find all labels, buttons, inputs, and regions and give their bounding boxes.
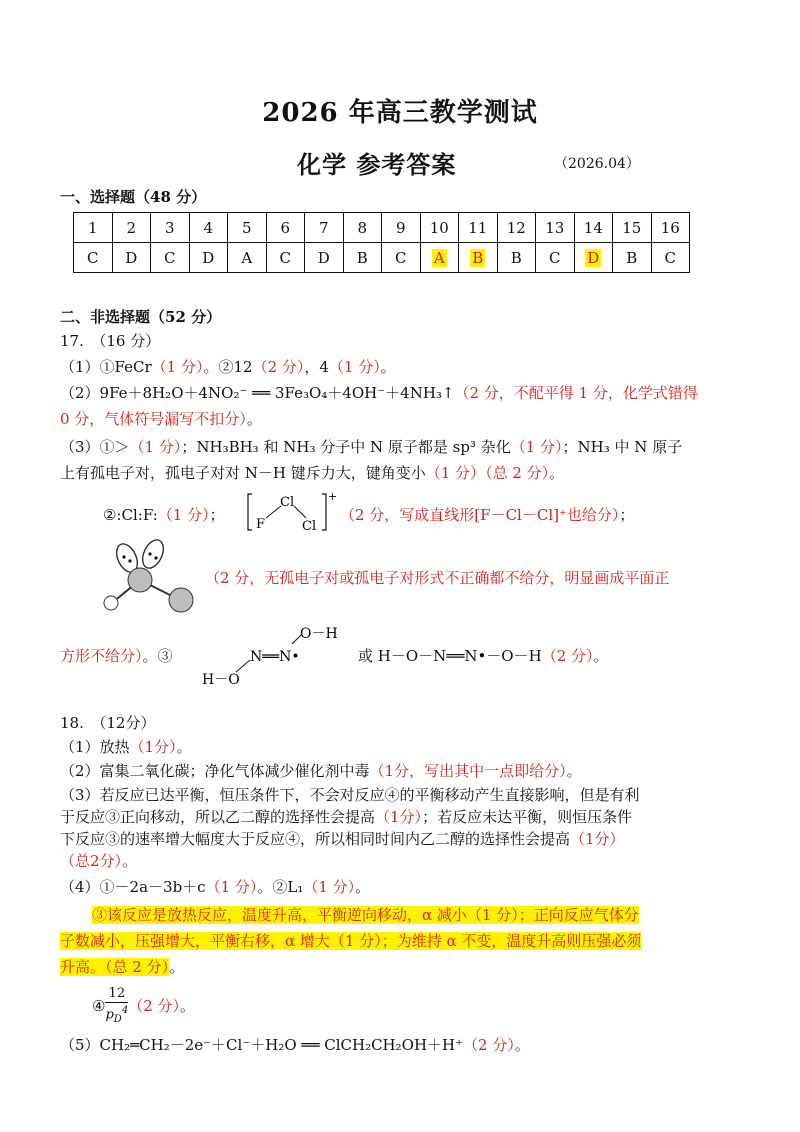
page-title: 2026 年高三教学测试	[262, 98, 538, 128]
answer-cell	[459, 243, 498, 273]
q18-p44-score: （2 分）	[128, 996, 180, 1015]
q18-p43-l3: 升高。（总 2 分）	[60, 958, 170, 976]
page-subtitle: 化学 参考答案	[297, 150, 457, 179]
fraction-numerator: 12	[105, 986, 128, 1003]
question-number-cell: 11	[459, 213, 498, 243]
answer-cell	[189, 243, 228, 273]
q18-p1-score: （1分）	[129, 738, 177, 756]
answer-letter: D	[125, 248, 138, 267]
q18-p3-l2-score: （1分）	[375, 808, 423, 826]
q18-p44-end: 。	[180, 996, 196, 1015]
q18-part4-3-line3	[60, 956, 184, 978]
ion-charge: +	[328, 490, 338, 503]
q18-part4	[60, 876, 370, 898]
q18-p2-text: （2）富集二氧化碳；净化气体减少催化剂中毒	[60, 762, 370, 780]
q17-p33-score: （2 分）	[541, 647, 594, 665]
q18-p1-end: 。	[176, 738, 192, 756]
question-number-cell: 5	[228, 213, 267, 243]
q18-p3-l3a: 下反应③的速率增大幅度大于反应④，所以相同时间内乙二醇的选择性会提高	[60, 830, 571, 848]
q18-p1-text: （1）放热	[60, 738, 130, 756]
small-atom-ball	[104, 596, 118, 610]
q17-p3-text4: 上有孤电子对，孤电子对对 N－H 键斥力大，键角变小	[60, 464, 426, 482]
q18-p4-text2: 。②L₁	[257, 878, 304, 896]
q18-p5-equation: （5）CH₂═CH₂－2e⁻＋Cl⁻＋H₂O ══ ClCH₂CH₂OH＋H⁺	[60, 1036, 464, 1054]
q18-p43-l1: ③该反应是放热反应，温度升高，平衡逆向移动，α 减小（1 分）；正向反应气体分	[92, 906, 639, 924]
answer-letter: C	[664, 248, 676, 267]
ion-atom-cl: Cl	[280, 495, 295, 510]
question-number-cell: 9	[382, 213, 421, 243]
question-number-cell: 7	[305, 213, 344, 243]
q18-p3-total: （总2分）	[60, 852, 123, 870]
answer-cell	[228, 243, 267, 273]
answer-table	[73, 212, 690, 273]
q18-p44-fraction	[105, 986, 128, 1028]
q18-p4-end: 。	[355, 878, 371, 896]
q18-part3-line1	[60, 784, 640, 806]
fraction-den-sub: D	[113, 1013, 122, 1025]
q18-p4-score1: （1 分）	[205, 878, 258, 896]
struct-nn: N══N•	[250, 649, 300, 665]
answer-letter: D	[202, 248, 215, 267]
answer-cell	[574, 243, 613, 273]
answer-cell	[266, 243, 305, 273]
q17-p3-score2: （1 分）	[510, 438, 563, 456]
q17-p3-score3: （1 分）	[425, 464, 486, 482]
bond-cl-cl	[294, 506, 306, 518]
q18-p44-num: ④	[92, 996, 106, 1015]
q17-p32-score: （1 分）	[157, 506, 210, 524]
q17-p32-formula: ②:Cl:F:	[103, 506, 158, 524]
fraction-denominator	[105, 1003, 128, 1028]
question-number-cell: 12	[497, 213, 536, 243]
question-number-cell: 1	[74, 213, 113, 243]
q17-p32-sep: ；	[209, 506, 225, 524]
answer-cell	[305, 243, 344, 273]
struct-ho: H－O	[202, 672, 240, 688]
question-number-cell: 2	[112, 213, 151, 243]
question-number-cell: 4	[189, 213, 228, 243]
q18-p3-l2c: ；若反应未达平衡，则恒压条件	[422, 808, 633, 826]
q18-part4-3-line2	[60, 930, 641, 952]
left-bracket	[248, 494, 252, 530]
electron-dot-4	[154, 556, 157, 559]
answer-cell	[651, 243, 690, 273]
q17-part3-3-alt	[358, 645, 609, 667]
struct-oh: O－H	[300, 626, 338, 642]
q18-p43-l2: 子数减小，压强增大，平衡右移，α 增大（1 分）；为维持 α 不变，温度升高则压强必须	[60, 932, 642, 950]
answer-letter: C	[87, 248, 99, 267]
q17-part1	[60, 356, 396, 378]
q17-p3-text3: ；NH₃ 中 N 原子	[562, 438, 683, 456]
q17-p33-alt: 或 H－O－N══N•－O－H	[358, 647, 542, 665]
q17-p2-end: 。	[246, 410, 262, 428]
answer-letter: C	[164, 248, 176, 267]
question-number-cell: 14	[574, 213, 613, 243]
answer-letter: A	[433, 248, 445, 267]
electron-dot-2	[128, 559, 131, 562]
struct-bond-down	[236, 660, 250, 672]
electron-dot-1	[122, 555, 125, 558]
bent-ion-structure	[248, 490, 336, 534]
q17-part3-line1	[60, 436, 682, 458]
q17-p33-note: （2 分，无孤电子对或孤电子对形式不正确都不给分，明显画成平面正	[205, 569, 670, 587]
q18-p43-end: 。	[169, 958, 185, 976]
answer-cell	[112, 243, 151, 273]
answer-cell	[343, 243, 382, 273]
question-number-cell: 6	[266, 213, 305, 243]
answer-letter: C	[549, 248, 561, 267]
q17-p3-total: （总 2 分）	[485, 464, 550, 482]
answer-letter: B	[472, 248, 484, 267]
q18-part3-line2	[60, 806, 632, 828]
answer-letter: C	[395, 248, 407, 267]
electron-dot-3	[148, 552, 151, 555]
q17-p33-end: 。	[593, 647, 609, 665]
q18-p2-end: 。	[566, 762, 582, 780]
q17-p2-equation: （2）9Fe＋8H₂O＋4NO₂⁻ ══ 3Fe₃O₄＋4OH⁻＋4NH₃↑	[60, 384, 455, 402]
q18-p4-score2: （1 分）	[303, 878, 356, 896]
q17-p3-text1: （3）①＞	[60, 438, 130, 456]
q17-p3-score1: （1 分）	[129, 438, 182, 456]
q17-p32-end: ；	[619, 506, 635, 524]
answer-letter: C	[279, 248, 291, 267]
q17-p1-score: （1 分）	[151, 358, 204, 376]
answer-table-answer-row	[74, 243, 690, 273]
q17-p33-num3: 。③	[142, 647, 173, 665]
q18-p3-l2a: 于反应③正向移动，所以乙二醇的选择性会提高	[60, 808, 376, 826]
q17-part2-line2	[60, 408, 262, 430]
q17-part3-line2	[60, 462, 564, 484]
answer-letter: B	[356, 248, 368, 267]
ion-atom-cl2: Cl	[302, 519, 317, 534]
central-atom-ball	[128, 568, 152, 592]
answer-cell	[497, 243, 536, 273]
q17-p1-score3: （1 分）	[328, 358, 381, 376]
ion-atom-f: F	[256, 517, 266, 532]
q17-part3-2-formula	[103, 504, 225, 526]
section1-heading: 一、选择题（48 分）	[60, 188, 207, 206]
q18-p5-end: 。	[514, 1036, 530, 1054]
q18-part3-line4	[60, 850, 137, 872]
q18-p4-text1: （4）①－2a－3b＋c	[60, 878, 206, 896]
answer-letter: B	[626, 248, 638, 267]
q17-label: 17. （16 分）	[60, 332, 161, 350]
fraction-den-base: p	[105, 1007, 114, 1023]
answer-letter: D	[587, 248, 600, 267]
lone-pair-lobe-2	[139, 537, 168, 572]
answer-letter: A	[241, 248, 253, 267]
section2-heading: 二、非选择题（52 分）	[60, 308, 222, 326]
q17-part3-3-note1	[205, 567, 669, 589]
q17-p1-text2: 。②12	[203, 358, 253, 376]
q17-p33-note2: 方形不给分）	[60, 647, 143, 665]
q18-part4-4	[92, 986, 195, 1028]
exam-date: （2026.04）	[554, 156, 640, 172]
q17-part3-3-line2	[60, 645, 173, 667]
question-number-cell: 3	[151, 213, 190, 243]
q17-p32-note: （2 分，写成直线形[F－Cl－Cl]⁺也给分）	[340, 506, 620, 524]
q18-p5-score: （2 分）	[463, 1036, 515, 1054]
q17-part3-2-note	[340, 504, 634, 526]
q17-p1-score2: （2 分）	[252, 358, 305, 376]
q18-p2-score: （1分，写出其中一点即给分）	[369, 762, 567, 780]
answer-letter: D	[317, 248, 330, 267]
question-number-cell: 10	[420, 213, 459, 243]
answer-cell	[613, 243, 652, 273]
answer-table-number-row	[74, 213, 690, 243]
q18-p3-l1: （3）若反应已达平衡，恒压条件下，不会对反应④的平衡移动产生直接影响，但是有利	[60, 786, 640, 804]
answer-cell	[151, 243, 190, 273]
answer-cell	[536, 243, 575, 273]
q17-p2-score: （2 分，不配平得 1 分，化学式错得	[454, 384, 698, 402]
q17-p1-text: （1）①FeCr	[60, 358, 152, 376]
question-number-cell: 16	[651, 213, 690, 243]
ball-stick-model	[95, 540, 205, 620]
q18-part1	[60, 736, 192, 758]
q18-label: 18. （12分）	[60, 714, 156, 732]
answer-cell	[74, 243, 113, 273]
answer-cell	[382, 243, 421, 273]
q17-p2-note: 0 分，气体符号漏写不扣分）	[60, 410, 247, 428]
question-number-cell: 15	[613, 213, 652, 243]
large-atom-ball	[169, 588, 193, 612]
fraction-den-sup: 4	[121, 1005, 129, 1016]
q17-part2-line1	[60, 382, 698, 404]
q18-part3-line3	[60, 828, 625, 850]
answer-letter: B	[510, 248, 522, 267]
answer-cell	[420, 243, 459, 273]
q17-p3-text2: ；NH₃BH₃ 和 NH₃ 分子中 N 原子都是 sp³ 杂化	[181, 438, 511, 456]
q18-part2	[60, 760, 582, 782]
q17-p1-text3: ，4	[304, 358, 329, 376]
hono-structure	[200, 620, 360, 692]
q18-part4-3-line1	[92, 904, 639, 926]
q17-p3-end: 。	[549, 464, 565, 482]
question-number-cell: 13	[536, 213, 575, 243]
bond-f-cl	[266, 506, 281, 518]
q18-p3-l3-score: （1分）	[570, 830, 625, 848]
q18-part5	[60, 1034, 530, 1056]
q17-p1-end: 。	[380, 358, 396, 376]
question-number-cell: 8	[343, 213, 382, 243]
q18-p3-end: 。	[122, 852, 138, 870]
right-bracket	[322, 494, 326, 530]
